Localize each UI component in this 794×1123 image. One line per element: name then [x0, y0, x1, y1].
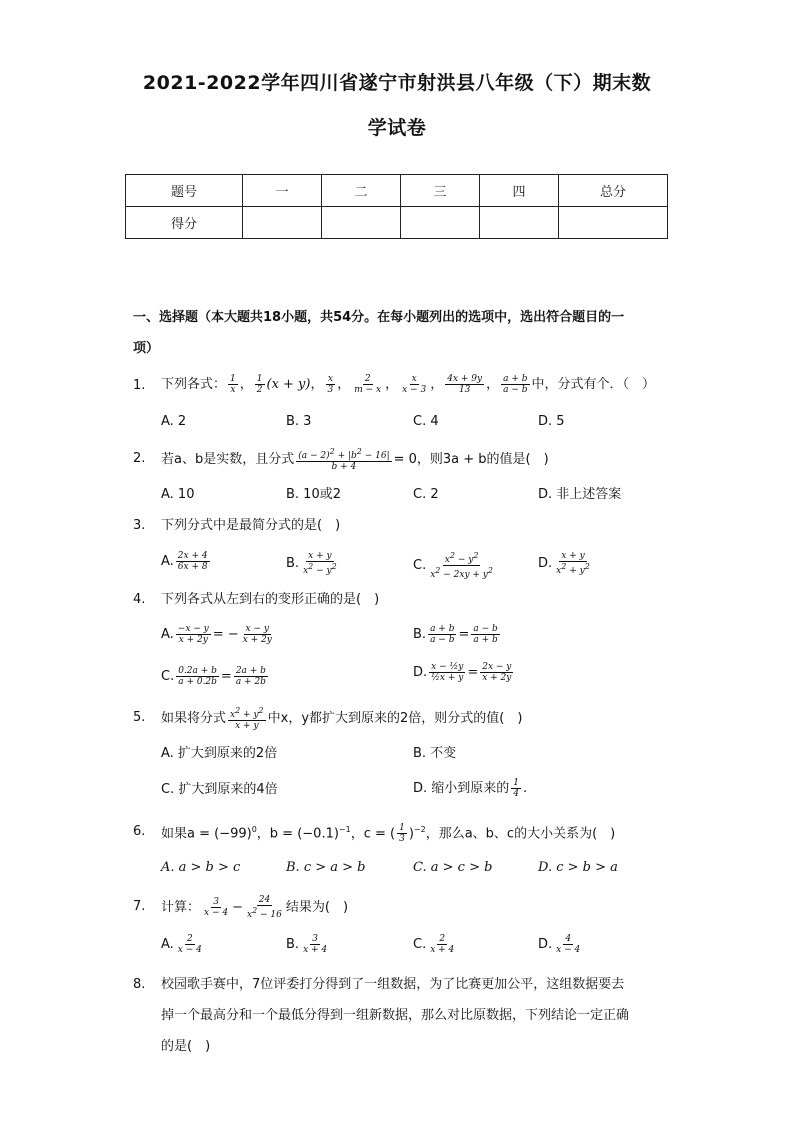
score-header-cell: 三 [401, 175, 480, 207]
option-label: A. [161, 554, 174, 569]
option-label: D. [538, 937, 553, 952]
stem-text: ，c = ( [350, 826, 396, 842]
option-c[interactable]: C. $\frac{2}{x + 4}$ [413, 934, 455, 955]
question-stem-cont: 掉一个最高分和一个最低分得到一组新数据，那么对比原数据，下列结论一定正确 [161, 1008, 630, 1023]
question-stem [161, 447, 549, 472]
question-stem: 下列各式： $\frac{1}{x}$ ， $\frac{1}{2}$ (x + y)， $\frac{x}{3}$ ， $\frac{2}{m - x}$ ， $\frac{x}{x - 3}$ ， $\frac{4x + 9y}{13}$ ， $\frac{a + b}{a - b}$ 中，分式有个．（ ） [161, 374, 656, 395]
option-b[interactable]: B. 3 [286, 414, 312, 429]
score-cell[interactable] [401, 207, 480, 239]
option-label: C. [161, 669, 175, 684]
section-heading: 一、选择题（本大题共18小题，共54分。在每小题列出的选项中，选出符合题目的一 [133, 310, 625, 325]
option-d[interactable]: D. 5 [538, 414, 565, 429]
score-row-label: 得分 [126, 207, 243, 239]
question-stem: 下列分式中是最简分式的是( ) [161, 518, 341, 533]
question-stem [161, 706, 522, 731]
score-header-cell: 一 [243, 175, 322, 207]
option-c[interactable]: C. $\frac{x2 - y2}{x2 - 2xy + y2}$ [413, 551, 493, 580]
option-d[interactable]: D. $\frac{x + y}{x2 + y2}$ [538, 551, 590, 576]
option-b[interactable]: B. $\frac{a + b}{a - b}$ = $\frac{a - b}{a + b}$ [413, 624, 498, 645]
option-a[interactable]: A. $\frac{-x - y}{x + 2y}$ = − $\frac{x - y}{x + 2y}$ [161, 624, 272, 645]
question-number: 8. [133, 977, 146, 992]
stem-text: 中x，y都扩大到原来的2倍，则分式的值( ) [267, 711, 523, 726]
option-label: B. [286, 556, 300, 571]
score-table [125, 174, 668, 239]
fraction: $\frac{(a - 2)2 + |b2 - 16|}{b + 4}$ [298, 447, 390, 472]
doc-title-line2: 学试卷 [367, 117, 427, 139]
fraction: $\frac{1}{x}$ [230, 374, 236, 395]
option-b[interactable]: B. $\frac{3}{x + 4}$ [286, 934, 328, 955]
fraction: $\frac{1}{2}$ [256, 374, 263, 395]
stem-text: 如果a = (−99) [161, 826, 252, 842]
score-header-cell: 总分 [559, 175, 668, 207]
option-d[interactable]: D. $\frac{4}{x - 4}$ [538, 934, 581, 955]
option-c[interactable]: C. 2 [413, 487, 439, 502]
option-label: A. [161, 937, 174, 952]
stem-text: ) [408, 826, 414, 842]
fraction: $\frac{a + b}{a - b}$ [503, 374, 528, 395]
question-number: 2. [133, 451, 146, 466]
option-a[interactable]: A. $\frac{2}{x - 4}$ [161, 934, 202, 955]
section-heading-cont: 项） [133, 341, 160, 356]
option-a[interactable]: A. 10 [161, 487, 195, 502]
stem-text: 如果将分式 [161, 711, 227, 726]
stem-text: ，那么a、b、c的大小关系为( ) [425, 826, 616, 842]
option-label: D. [413, 665, 428, 680]
option-a[interactable]: A. $\frac{2x + 4}{6x + 8}$ [161, 551, 208, 572]
option-c[interactable]: C. $\frac{0.2a + b}{a + 0.2b}$ = $\frac{2a + b}{a + 2b}$ [161, 666, 266, 687]
option-c[interactable]: C. 扩大到原来的4倍 [161, 782, 278, 797]
option-d[interactable]: D. $\frac{\text{x − ½y}}{\text{½x + y}}$ = $\frac{2x - y}{x + 2y}$ [413, 662, 512, 683]
option-label: D. [538, 556, 553, 571]
stem-text: 下列各式： [161, 377, 227, 392]
fraction: $\frac{2}{m - x}$ [354, 374, 382, 395]
stem-text: ，b = (−0.1) [256, 826, 339, 842]
option-d[interactable]: D. 缩小到原来的 $\frac{1}{4}$ . [413, 778, 528, 799]
option-tail: . [523, 781, 528, 796]
option-a[interactable]: A. a > b > c [161, 860, 241, 875]
question-number: 7. [133, 899, 146, 914]
fraction: $\frac{x2 + y2}{x + y}$ [230, 706, 264, 731]
option-a[interactable]: A. 扩大到原来的2倍 [161, 746, 278, 761]
option-c[interactable]: C. a > c > b [413, 860, 493, 875]
score-cell[interactable] [480, 207, 559, 239]
score-header-cell: 二 [322, 175, 401, 207]
question-stem: 计算： $\frac{3}{x - 4}$ − $\frac{24}{x2 - 16}$ 结果为( ) [161, 895, 349, 920]
score-cell[interactable] [559, 207, 668, 239]
stem-text: 若a、b是实数，且分式 [161, 452, 295, 467]
question-number: 4. [133, 592, 146, 607]
option-b[interactable]: B. 不变 [413, 746, 457, 761]
question-number: 1. [133, 378, 146, 393]
score-cell[interactable] [322, 207, 401, 239]
option-label: B. [286, 937, 300, 952]
question-stem: 如果$a = (-99)^0$，$b = (-0.1)^{-1}$，c = ( $\frac{1}{3}$ )$^{-2}$，那么a、b、c的大小关系为( ) [161, 823, 616, 845]
score-table-score-row [126, 207, 668, 239]
option-label: A. [161, 627, 174, 642]
fraction: $\frac{x}{3}$ [327, 374, 334, 395]
stem-text: = 0，则3a + b的值是( ) [393, 452, 549, 467]
stem-text: 结果为( ) [285, 900, 349, 915]
question-stem: 校园歌手赛中，7位评委打分得到了一组数据，为了比赛更加公平，这组数据要去 [161, 977, 625, 992]
option-b[interactable]: B. c > a > b [286, 860, 366, 875]
score-header-cell: 四 [480, 175, 559, 207]
score-cell[interactable] [243, 207, 322, 239]
option-b[interactable]: B. $\frac{x + y}{x2 - y2}$ [286, 551, 337, 576]
option-label: C. [413, 558, 427, 573]
option-label: B. [413, 627, 427, 642]
fraction: $\frac{x}{x - 3}$ [402, 374, 427, 395]
stem-text: 中，分式有个．（ ） [531, 377, 656, 392]
question-number: 6. [133, 824, 146, 839]
question-stem: 下列各式从左到右的变形正确的是( ) [161, 592, 380, 607]
stem-text: 计算： [161, 900, 201, 915]
option-a[interactable]: A. 2 [161, 414, 187, 429]
question-number: 5. [133, 710, 146, 725]
option-d[interactable]: D. 非上述答案 [538, 487, 622, 502]
option-text: D. 缩小到原来的 [413, 781, 510, 796]
option-c[interactable]: C. 4 [413, 414, 439, 429]
option-d[interactable]: D. c > b > a [538, 860, 618, 875]
option-b[interactable]: B. 10或2 [286, 487, 341, 502]
question-number: 3. [133, 518, 146, 533]
fraction: $\frac{4x + 9y}{13}$ [447, 374, 483, 395]
option-label: C. [413, 937, 427, 952]
score-table-header-row [126, 175, 668, 207]
question-stem-cont: 的是( ) [161, 1039, 211, 1054]
score-header-cell: 题号 [126, 175, 243, 207]
doc-title-line1: 2021-2022学年四川省遂宁市射洪县八年级（下）期末数 [142, 72, 652, 94]
